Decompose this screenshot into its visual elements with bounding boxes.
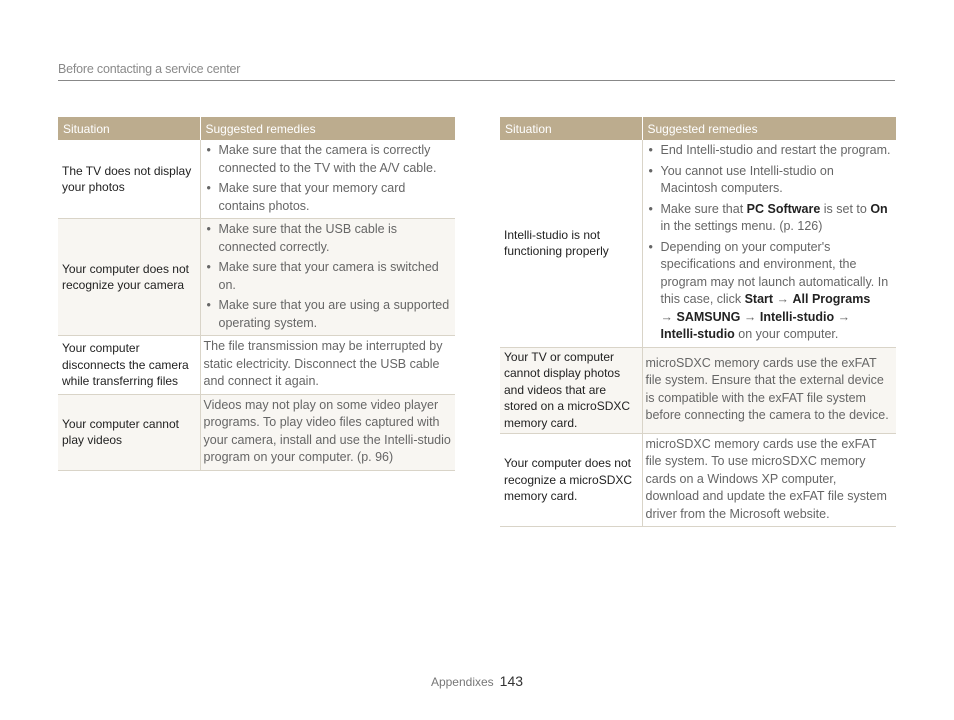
- arrow-separator: →: [660, 309, 677, 324]
- remedy-text: Depending on your computer's specifications and environment, the program may not launch automatically. In this case, click: [660, 239, 889, 306]
- remedy-cell: microSDXC memory cards use the exFAT file system. To use microSDXC memory cards on a Windows XP computer, download and update the exFAT file system driver from the Microsoft website.: [642, 433, 896, 527]
- situation-cell: The TV does not display your photos: [58, 140, 200, 219]
- page-number: 143: [499, 673, 524, 689]
- table-row: [500, 347, 896, 433]
- situation-cell: Your computer cannot play videos: [58, 394, 200, 470]
- table-row: [58, 219, 455, 336]
- remedy-text: Make sure that: [660, 201, 747, 216]
- menu-path-samsung: SAMSUNG: [676, 309, 741, 324]
- footer-section-label: Appendixes: [430, 675, 494, 689]
- on-setting-value: On: [870, 201, 888, 216]
- table-row: [58, 336, 455, 395]
- arrow-separator: →: [740, 309, 760, 324]
- remedy-text: is set to: [820, 201, 871, 216]
- situation-cell: Your computer does not recognize your camera: [58, 219, 200, 336]
- page-header-title: Before contacting a service center: [58, 62, 241, 76]
- arrow-separator: →: [834, 309, 851, 324]
- left-troubleshooting-table: [58, 117, 455, 471]
- remedy-item: • Make sure that you are using a supported operating system.: [204, 297, 453, 332]
- remedy-text: on your computer.: [734, 327, 839, 341]
- page-footer: [0, 673, 954, 689]
- remedy-item: • Make sure that your memory card contains photos.: [204, 180, 453, 215]
- column-header-remedies: Suggested remedies: [200, 117, 455, 140]
- situation-cell: Your computer does not recognize a microSDXC memory card.: [500, 433, 642, 527]
- table-row: [58, 140, 455, 219]
- menu-path-intelli-studio-folder: Intelli-studio: [759, 309, 835, 324]
- right-troubleshooting-table: [500, 117, 896, 527]
- remedy-cell: [642, 140, 896, 347]
- situation-cell: Intelli-studio is not functioning properly: [500, 140, 642, 347]
- remedy-list: [646, 142, 894, 344]
- remedy-cell: [200, 219, 455, 336]
- menu-path-all-programs: All Programs: [792, 292, 871, 306]
- remedy-item: • Make sure that the camera is correctly connected to the TV with the A/V cable.: [204, 142, 453, 177]
- remedy-item: • End Intelli-studio and restart the program.: [646, 142, 894, 160]
- remedy-list: [204, 221, 453, 332]
- remedy-item: • You cannot use Intelli-studio on Macintosh computers.: [646, 163, 894, 198]
- header-divider: [58, 80, 895, 81]
- table-header-row: [500, 117, 896, 140]
- table-header-row: [58, 117, 455, 140]
- remedy-cell: [200, 140, 455, 219]
- remedy-item: [646, 201, 894, 236]
- remedy-item: [646, 239, 894, 344]
- remedy-item: • Make sure that your camera is switched on.: [204, 259, 453, 294]
- column-header-situation: Situation: [500, 117, 642, 140]
- column-header-situation: Situation: [58, 117, 200, 140]
- menu-path-start: Start: [744, 292, 774, 306]
- menu-path-intelli-studio: Intelli-studio: [660, 327, 735, 341]
- remedy-cell: The file transmission may be interrupted by static electricity. Disconnect the USB cable and connect it again.: [200, 336, 455, 395]
- remedy-list: [204, 142, 453, 215]
- arrow-separator: →: [773, 292, 793, 306]
- table-row: [500, 433, 896, 527]
- remedy-item: • Make sure that the USB cable is connected correctly.: [204, 221, 453, 256]
- situation-cell: Your computer disconnects the camera while transferring files: [58, 336, 200, 395]
- table-row: [500, 140, 896, 347]
- pc-software-setting-label: PC Software: [746, 201, 821, 216]
- table-row: [58, 394, 455, 470]
- situation-cell: Your TV or computer cannot display photos and videos that are stored on a microSDXC memory card.: [500, 347, 642, 433]
- remedy-cell: microSDXC memory cards use the exFAT file system. Ensure that the external device is compatible with the exFAT file system before connecting the camera to the device.: [642, 347, 896, 433]
- remedy-cell: Videos may not play on some video player programs. To play video files captured with your camera, install and use the Intelli-studio program on your computer. (p. 96): [200, 394, 455, 470]
- remedy-text: in the settings menu. (p. 126): [660, 219, 823, 233]
- column-header-remedies: Suggested remedies: [642, 117, 896, 140]
